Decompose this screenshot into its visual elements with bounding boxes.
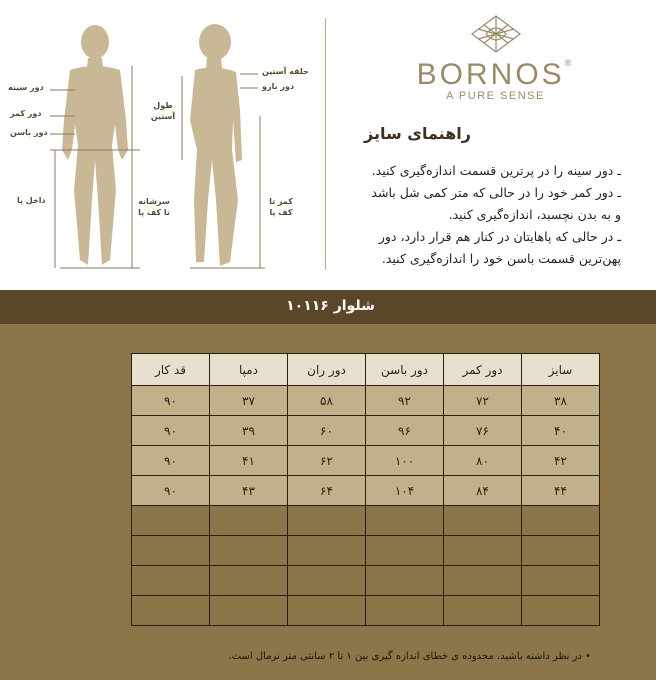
empty-cell (210, 596, 288, 626)
cell: ۹۲ (366, 386, 444, 416)
side-figure (190, 24, 242, 266)
table-row (132, 386, 600, 416)
size-guide-header (0, 0, 661, 290)
cell: ۶۲ (288, 446, 366, 476)
empty-row (132, 566, 600, 596)
empty-cell (366, 536, 444, 566)
brand-logo-icon (470, 14, 522, 54)
cell: ۶۰ (288, 416, 366, 446)
cell: ۴۰ (522, 416, 600, 446)
label-waist: دور کمر (10, 109, 42, 118)
cell: ۴۱ (210, 446, 288, 476)
panel-edge (656, 290, 661, 680)
label-arm: دور بازو (262, 82, 295, 91)
label-hip: دور باسن (10, 128, 48, 137)
brand-tagline: A PURE SENSE (446, 90, 545, 102)
cell: ۹۰ (132, 446, 210, 476)
cell: ۳۹ (210, 416, 288, 446)
brand-name: BORNOS® (416, 58, 575, 91)
empty-cell (366, 566, 444, 596)
guide-line: پهن‌ترین قسمت باسن خود را اندازه‌گیری کنید. (381, 251, 621, 266)
header-length: قد کار (132, 354, 210, 386)
cell: ۵۸ (288, 386, 366, 416)
cell: ۹۰ (132, 386, 210, 416)
guide-line: ـ دور کمر خود را در حالی که متر کمی شل باشد (371, 185, 621, 200)
brand-block (330, 14, 661, 102)
empty-cell (132, 596, 210, 626)
empty-cell (444, 596, 522, 626)
table-row (132, 416, 600, 446)
cell: ۶۴ (288, 476, 366, 506)
cell: ۱۰۰ (366, 446, 444, 476)
product-title-bar (0, 290, 661, 324)
header-hip: دور باسن (366, 354, 444, 386)
empty-cell (288, 536, 366, 566)
empty-cell (210, 536, 288, 566)
label-armhole: حلقه آستین (262, 67, 309, 76)
measurement-tolerance-note: • در نظر داشته باشید، محدوده ی خطای اندازه گیری بین ۱ تا ۲ سانتی متر نرمال است. (228, 651, 591, 662)
cell: ۴۳ (210, 476, 288, 506)
cell: ۷۶ (444, 416, 522, 446)
cell: ۹۰ (132, 416, 210, 446)
empty-row (132, 596, 600, 626)
front-figure (62, 25, 128, 265)
product-title: شلوار ۱۰۱۱۶ (286, 298, 375, 314)
cell: ۴۴ (522, 476, 600, 506)
empty-cell (522, 566, 600, 596)
label-shoulder-to-sole: سرشانه تا کف پا (138, 197, 170, 217)
empty-cell (522, 596, 600, 626)
cell: ۸۰ (444, 446, 522, 476)
empty-cell (288, 596, 366, 626)
cell: ۳۷ (210, 386, 288, 416)
size-guide-title: راهنمای سایز (364, 124, 471, 143)
empty-cell (366, 506, 444, 536)
header-thigh: دور ران (288, 354, 366, 386)
cell: ۹۶ (366, 416, 444, 446)
cell: ۳۸ (522, 386, 600, 416)
cell: ۱۰۴ (366, 476, 444, 506)
cell: ۹۰ (132, 476, 210, 506)
label-sleeve-length: طول آستین (150, 101, 176, 121)
guide-line: ـ دور سینه را در پرترین قسمت اندازه‌گیری کنید. (371, 163, 621, 178)
empty-cell (444, 536, 522, 566)
empty-cell (444, 566, 522, 596)
table-row (132, 476, 600, 506)
body-measurement-figures (0, 0, 325, 290)
empty-row (132, 536, 600, 566)
empty-cell (210, 566, 288, 596)
size-table (131, 353, 600, 626)
cell: ۴۲ (522, 446, 600, 476)
empty-cell (522, 536, 600, 566)
guide-line: و به بدن نچسبد، اندازه‌گیری کنید. (448, 207, 621, 222)
guide-line: ـ در حالی که پاهایتان در کنار هم قرار دارد، دور (378, 229, 621, 244)
empty-cell (210, 506, 288, 536)
table-row (132, 446, 600, 476)
empty-cell (132, 536, 210, 566)
label-waist-to-sole: کمر تا کف پا (269, 197, 293, 217)
empty-cell (522, 506, 600, 536)
cell: ۸۴ (444, 476, 522, 506)
empty-cell (444, 506, 522, 536)
header-waist: دور کمر (444, 354, 522, 386)
header-hem: دمپا (210, 354, 288, 386)
empty-cell (132, 566, 210, 596)
empty-cell (366, 596, 444, 626)
empty-cell (288, 566, 366, 596)
label-bust: دور سینه (8, 83, 44, 92)
label-inseam: داخل پا (17, 196, 46, 205)
empty-cell (288, 506, 366, 536)
empty-row (132, 506, 600, 536)
header-size: سایز (522, 354, 600, 386)
table-header-row (132, 354, 600, 386)
cell: ۷۲ (444, 386, 522, 416)
empty-cell (132, 506, 210, 536)
size-guide-instructions (321, 160, 621, 270)
